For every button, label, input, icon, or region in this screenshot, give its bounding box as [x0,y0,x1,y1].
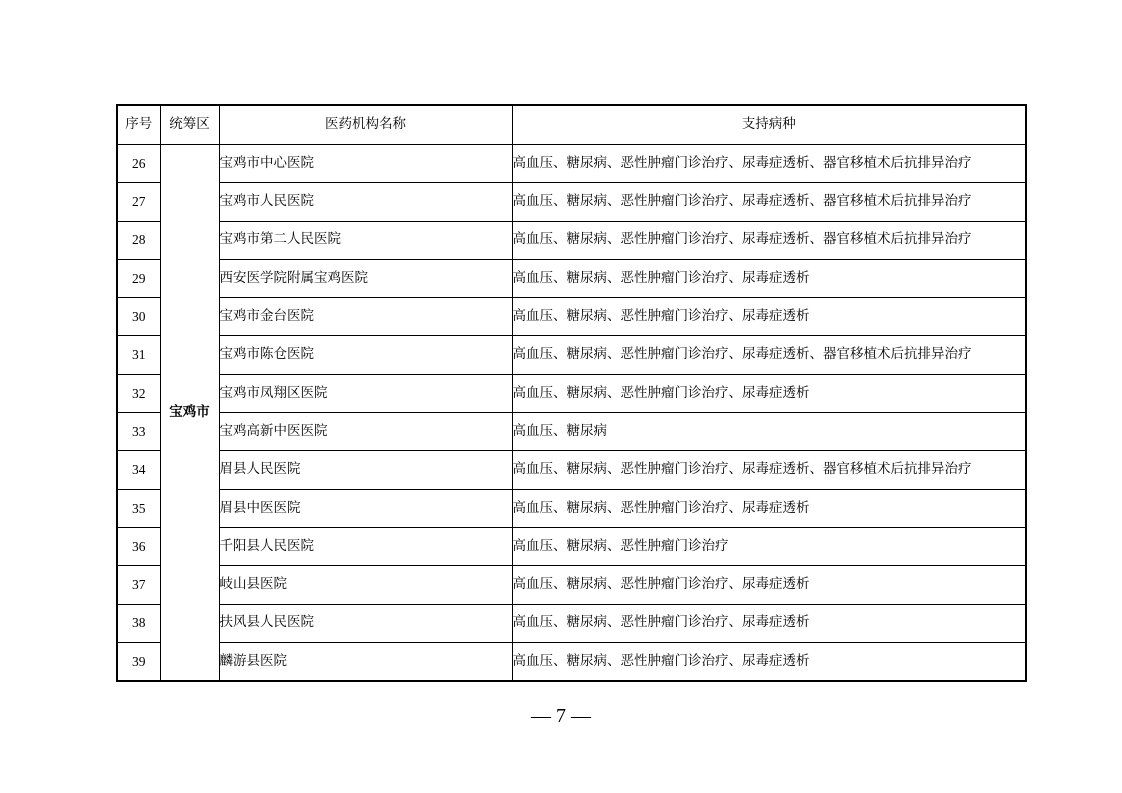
institution-name: 岐山县医院 [219,566,512,604]
row-number: 34 [117,451,160,489]
supported-diseases: 高血压、糖尿病、恶性肿瘤门诊治疗、尿毒症透析 [512,642,1026,681]
supported-diseases: 高血压、糖尿病、恶性肿瘤门诊治疗、尿毒症透析 [512,566,1026,604]
row-number: 32 [117,374,160,412]
table-header-row [117,105,1026,145]
institution-name: 宝鸡市陈仓医院 [219,336,512,374]
table-row [117,336,1026,374]
table-row [117,489,1026,527]
institution-name: 西安医学院附属宝鸡医院 [219,259,512,297]
supported-diseases: 高血压、糖尿病、恶性肿瘤门诊治疗、尿毒症透析 [512,298,1026,336]
supported-diseases: 高血压、糖尿病、恶性肿瘤门诊治疗、尿毒症透析 [512,604,1026,642]
row-number: 28 [117,221,160,259]
region-cell: 宝鸡市 [160,145,219,682]
row-number: 39 [117,642,160,681]
institution-name: 眉县中医医院 [219,489,512,527]
supported-diseases: 高血压、糖尿病、恶性肿瘤门诊治疗、尿毒症透析 [512,374,1026,412]
header-institution: 医药机构名称 [219,105,512,145]
row-number: 33 [117,413,160,451]
supported-diseases: 高血压、糖尿病、恶性肿瘤门诊治疗、尿毒症透析 [512,259,1026,297]
table-row [117,183,1026,221]
institution-name: 眉县人民医院 [219,451,512,489]
supported-diseases: 高血压、糖尿病、恶性肿瘤门诊治疗、尿毒症透析、器官移植术后抗排异治疗 [512,451,1026,489]
row-number: 37 [117,566,160,604]
supported-diseases: 高血压、糖尿病、恶性肿瘤门诊治疗、尿毒症透析、器官移植术后抗排异治疗 [512,145,1026,183]
institution-table [116,104,1027,682]
row-number: 27 [117,183,160,221]
table-row [117,145,1026,183]
table-row [117,566,1026,604]
page-number: — 7 — [531,705,591,727]
table-row [117,604,1026,642]
supported-diseases: 高血压、糖尿病、恶性肿瘤门诊治疗、尿毒症透析、器官移植术后抗排异治疗 [512,336,1026,374]
supported-diseases: 高血压、糖尿病、恶性肿瘤门诊治疗 [512,527,1026,565]
table-row [117,221,1026,259]
header-diseases: 支持病种 [512,105,1026,145]
row-number: 26 [117,145,160,183]
institution-name: 宝鸡市第二人民医院 [219,221,512,259]
supported-diseases: 高血压、糖尿病、恶性肿瘤门诊治疗、尿毒症透析 [512,489,1026,527]
supported-diseases: 高血压、糖尿病、恶性肿瘤门诊治疗、尿毒症透析、器官移植术后抗排异治疗 [512,221,1026,259]
supported-diseases: 高血压、糖尿病 [512,413,1026,451]
institution-name: 宝鸡市中心医院 [219,145,512,183]
institution-name: 麟游县医院 [219,642,512,681]
table-row [117,259,1026,297]
header-no: 序号 [117,105,160,145]
institution-name: 宝鸡市凤翔区医院 [219,374,512,412]
table-row [117,413,1026,451]
institution-name: 宝鸡市人民医院 [219,183,512,221]
row-number: 31 [117,336,160,374]
table-body [117,145,1026,682]
row-number: 29 [117,259,160,297]
row-number: 36 [117,527,160,565]
row-number: 35 [117,489,160,527]
table-row [117,527,1026,565]
row-number: 30 [117,298,160,336]
institution-name: 宝鸡市金台医院 [219,298,512,336]
header-region: 统筹区 [160,105,219,145]
table-row [117,642,1026,681]
institution-name: 扶风县人民医院 [219,604,512,642]
table-row [117,374,1026,412]
table-row [117,298,1026,336]
table-row [117,451,1026,489]
institution-name: 千阳县人民医院 [219,527,512,565]
supported-diseases: 高血压、糖尿病、恶性肿瘤门诊治疗、尿毒症透析、器官移植术后抗排异治疗 [512,183,1026,221]
row-number: 38 [117,604,160,642]
institution-name: 宝鸡高新中医医院 [219,413,512,451]
